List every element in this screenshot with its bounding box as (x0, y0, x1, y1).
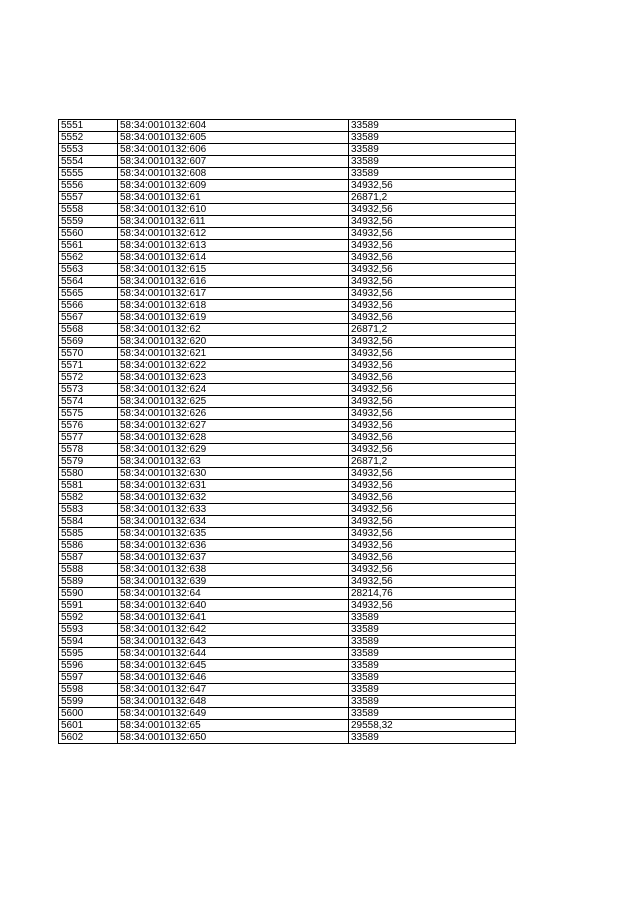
row-number-cell: 5559 (59, 216, 118, 228)
value-cell: 34932,56 (349, 528, 516, 540)
table-row (59, 708, 516, 720)
row-number-cell: 5571 (59, 360, 118, 372)
cadastral-number-cell: 58:34:0010132:620 (118, 336, 349, 348)
row-number-cell: 5569 (59, 336, 118, 348)
row-number-cell: 5582 (59, 492, 118, 504)
row-number-cell: 5578 (59, 444, 118, 456)
table-row (59, 660, 516, 672)
value-cell: 33589 (349, 648, 516, 660)
cadastral-number-cell: 58:34:0010132:650 (118, 732, 349, 744)
table-row (59, 612, 516, 624)
value-cell: 34932,56 (349, 516, 516, 528)
cadastral-number-cell: 58:34:0010132:622 (118, 360, 349, 372)
cadastral-number-cell: 58:34:0010132:639 (118, 576, 349, 588)
row-number-cell: 5553 (59, 144, 118, 156)
row-number-cell: 5557 (59, 192, 118, 204)
value-cell: 34932,56 (349, 228, 516, 240)
value-cell: 34932,56 (349, 576, 516, 588)
table-row (59, 624, 516, 636)
cadastral-number-cell: 58:34:0010132:626 (118, 408, 349, 420)
value-cell: 34932,56 (349, 240, 516, 252)
value-cell: 34932,56 (349, 348, 516, 360)
row-number-cell: 5599 (59, 696, 118, 708)
cadastral-number-cell: 58:34:0010132:62 (118, 324, 349, 336)
row-number-cell: 5580 (59, 468, 118, 480)
row-number-cell: 5554 (59, 156, 118, 168)
table-row (59, 432, 516, 444)
cadastral-number-cell: 58:34:0010132:630 (118, 468, 349, 480)
value-cell: 34932,56 (349, 384, 516, 396)
table-row (59, 372, 516, 384)
table-row (59, 336, 516, 348)
table-row (59, 576, 516, 588)
value-cell: 33589 (349, 708, 516, 720)
row-number-cell: 5577 (59, 432, 118, 444)
table-row (59, 456, 516, 468)
table-row (59, 300, 516, 312)
cadastral-number-cell: 58:34:0010132:610 (118, 204, 349, 216)
value-cell: 26871,2 (349, 324, 516, 336)
cadastral-number-cell: 58:34:0010132:627 (118, 420, 349, 432)
cadastral-number-cell: 58:34:0010132:637 (118, 552, 349, 564)
table-row (59, 480, 516, 492)
cadastral-number-cell: 58:34:0010132:615 (118, 264, 349, 276)
cadastral-number-cell: 58:34:0010132:632 (118, 492, 349, 504)
cadastral-number-cell: 58:34:0010132:611 (118, 216, 349, 228)
cadastral-number-cell: 58:34:0010132:628 (118, 432, 349, 444)
table-row (59, 552, 516, 564)
cadastral-number-cell: 58:34:0010132:642 (118, 624, 349, 636)
value-cell: 34932,56 (349, 300, 516, 312)
cadastral-number-cell: 58:34:0010132:649 (118, 708, 349, 720)
table-row (59, 120, 516, 132)
row-number-cell: 5558 (59, 204, 118, 216)
value-cell: 34932,56 (349, 252, 516, 264)
row-number-cell: 5583 (59, 504, 118, 516)
cadastral-number-cell: 58:34:0010132:646 (118, 672, 349, 684)
table-row (59, 444, 516, 456)
row-number-cell: 5552 (59, 132, 118, 144)
value-cell: 26871,2 (349, 192, 516, 204)
value-cell: 34932,56 (349, 552, 516, 564)
value-cell: 33589 (349, 732, 516, 744)
row-number-cell: 5597 (59, 672, 118, 684)
row-number-cell: 5575 (59, 408, 118, 420)
value-cell: 34932,56 (349, 444, 516, 456)
row-number-cell: 5587 (59, 552, 118, 564)
value-cell: 33589 (349, 132, 516, 144)
value-cell: 34932,56 (349, 360, 516, 372)
row-number-cell: 5573 (59, 384, 118, 396)
cadastral-number-cell: 58:34:0010132:638 (118, 564, 349, 576)
value-cell: 33589 (349, 660, 516, 672)
row-number-cell: 5585 (59, 528, 118, 540)
row-number-cell: 5596 (59, 660, 118, 672)
value-cell: 34932,56 (349, 504, 516, 516)
cadastral-number-cell: 58:34:0010132:618 (118, 300, 349, 312)
cadastral-number-cell: 58:34:0010132:608 (118, 168, 349, 180)
row-number-cell: 5568 (59, 324, 118, 336)
cadastral-number-cell: 58:34:0010132:640 (118, 600, 349, 612)
table-row (59, 492, 516, 504)
table-row (59, 168, 516, 180)
table-row (59, 696, 516, 708)
row-number-cell: 5562 (59, 252, 118, 264)
value-cell: 34932,56 (349, 216, 516, 228)
table-row (59, 252, 516, 264)
row-number-cell: 5590 (59, 588, 118, 600)
table-body (59, 120, 516, 744)
cadastral-number-cell: 58:34:0010132:65 (118, 720, 349, 732)
value-cell: 33589 (349, 144, 516, 156)
value-cell: 33589 (349, 636, 516, 648)
table-row (59, 588, 516, 600)
value-cell: 33589 (349, 156, 516, 168)
table-row (59, 528, 516, 540)
row-number-cell: 5584 (59, 516, 118, 528)
cadastral-number-cell: 58:34:0010132:607 (118, 156, 349, 168)
row-number-cell: 5586 (59, 540, 118, 552)
value-cell: 33589 (349, 612, 516, 624)
cadastral-number-cell: 58:34:0010132:629 (118, 444, 349, 456)
value-cell: 34932,56 (349, 288, 516, 300)
row-number-cell: 5589 (59, 576, 118, 588)
table-row (59, 276, 516, 288)
table-row (59, 348, 516, 360)
cadastral-number-cell: 58:34:0010132:633 (118, 504, 349, 516)
row-number-cell: 5588 (59, 564, 118, 576)
row-number-cell: 5595 (59, 648, 118, 660)
cadastral-number-cell: 58:34:0010132:634 (118, 516, 349, 528)
row-number-cell: 5572 (59, 372, 118, 384)
table-row (59, 732, 516, 744)
row-number-cell: 5576 (59, 420, 118, 432)
value-cell: 33589 (349, 672, 516, 684)
table-row (59, 384, 516, 396)
table-row (59, 288, 516, 300)
value-cell: 34932,56 (349, 312, 516, 324)
cadastral-number-cell: 58:34:0010132:643 (118, 636, 349, 648)
table-row (59, 324, 516, 336)
row-number-cell: 5566 (59, 300, 118, 312)
table-row (59, 504, 516, 516)
cadastral-number-cell: 58:34:0010132:604 (118, 120, 349, 132)
cadastral-number-cell: 58:34:0010132:631 (118, 480, 349, 492)
row-number-cell: 5591 (59, 600, 118, 612)
value-cell: 34932,56 (349, 336, 516, 348)
row-number-cell: 5601 (59, 720, 118, 732)
cadastral-number-cell: 58:34:0010132:609 (118, 180, 349, 192)
cadastral-number-cell: 58:34:0010132:612 (118, 228, 349, 240)
table-row (59, 204, 516, 216)
table-row (59, 468, 516, 480)
cadastral-number-cell: 58:34:0010132:614 (118, 252, 349, 264)
cadastral-number-cell: 58:34:0010132:635 (118, 528, 349, 540)
table-row (59, 216, 516, 228)
value-cell: 34932,56 (349, 372, 516, 384)
value-cell: 34932,56 (349, 600, 516, 612)
value-cell: 34932,56 (349, 420, 516, 432)
value-cell: 34932,56 (349, 432, 516, 444)
table-row (59, 720, 516, 732)
cadastral-number-cell: 58:34:0010132:624 (118, 384, 349, 396)
table-row (59, 360, 516, 372)
cadastral-number-cell: 58:34:0010132:64 (118, 588, 349, 600)
row-number-cell: 5592 (59, 612, 118, 624)
cadastral-number-cell: 58:34:0010132:623 (118, 372, 349, 384)
cadastral-number-cell: 58:34:0010132:641 (118, 612, 349, 624)
table-row (59, 564, 516, 576)
row-number-cell: 5555 (59, 168, 118, 180)
value-cell: 33589 (349, 120, 516, 132)
table-row (59, 264, 516, 276)
cadastral-number-cell: 58:34:0010132:606 (118, 144, 349, 156)
table-row (59, 240, 516, 252)
cadastral-number-cell: 58:34:0010132:647 (118, 684, 349, 696)
row-number-cell: 5581 (59, 480, 118, 492)
cadastral-number-cell: 58:34:0010132:617 (118, 288, 349, 300)
value-cell: 28214,76 (349, 588, 516, 600)
row-number-cell: 5602 (59, 732, 118, 744)
table-row (59, 396, 516, 408)
table-row (59, 600, 516, 612)
row-number-cell: 5564 (59, 276, 118, 288)
row-number-cell: 5563 (59, 264, 118, 276)
table-row (59, 672, 516, 684)
value-cell: 34932,56 (349, 492, 516, 504)
table-row (59, 132, 516, 144)
cadastral-number-cell: 58:34:0010132:625 (118, 396, 349, 408)
table-row (59, 648, 516, 660)
table-row (59, 420, 516, 432)
cadastral-number-cell: 58:34:0010132:621 (118, 348, 349, 360)
value-cell: 34932,56 (349, 180, 516, 192)
value-cell: 34932,56 (349, 468, 516, 480)
value-cell: 34932,56 (349, 276, 516, 288)
table-row (59, 636, 516, 648)
spreadsheet-page (58, 119, 515, 744)
cadastral-number-cell: 58:34:0010132:616 (118, 276, 349, 288)
cadastral-number-cell: 58:34:0010132:619 (118, 312, 349, 324)
table-row (59, 144, 516, 156)
row-number-cell: 5565 (59, 288, 118, 300)
table-row (59, 408, 516, 420)
value-cell: 34932,56 (349, 264, 516, 276)
table-row (59, 228, 516, 240)
row-number-cell: 5567 (59, 312, 118, 324)
row-number-cell: 5561 (59, 240, 118, 252)
row-number-cell: 5598 (59, 684, 118, 696)
table-row (59, 540, 516, 552)
value-cell: 33589 (349, 684, 516, 696)
data-table (58, 119, 516, 744)
table-row (59, 684, 516, 696)
row-number-cell: 5593 (59, 624, 118, 636)
row-number-cell: 5600 (59, 708, 118, 720)
value-cell: 26871,2 (349, 456, 516, 468)
row-number-cell: 5560 (59, 228, 118, 240)
cadastral-number-cell: 58:34:0010132:61 (118, 192, 349, 204)
value-cell: 34932,56 (349, 564, 516, 576)
row-number-cell: 5570 (59, 348, 118, 360)
value-cell: 29558,32 (349, 720, 516, 732)
cadastral-number-cell: 58:34:0010132:636 (118, 540, 349, 552)
table-row (59, 180, 516, 192)
row-number-cell: 5594 (59, 636, 118, 648)
value-cell: 33589 (349, 624, 516, 636)
table-row (59, 312, 516, 324)
row-number-cell: 5574 (59, 396, 118, 408)
row-number-cell: 5579 (59, 456, 118, 468)
cadastral-number-cell: 58:34:0010132:605 (118, 132, 349, 144)
value-cell: 33589 (349, 696, 516, 708)
value-cell: 34932,56 (349, 204, 516, 216)
value-cell: 34932,56 (349, 396, 516, 408)
table-row (59, 516, 516, 528)
value-cell: 33589 (349, 168, 516, 180)
cadastral-number-cell: 58:34:0010132:613 (118, 240, 349, 252)
cadastral-number-cell: 58:34:0010132:648 (118, 696, 349, 708)
table-row (59, 156, 516, 168)
cadastral-number-cell: 58:34:0010132:645 (118, 660, 349, 672)
row-number-cell: 5551 (59, 120, 118, 132)
row-number-cell: 5556 (59, 180, 118, 192)
table-row (59, 192, 516, 204)
value-cell: 34932,56 (349, 408, 516, 420)
value-cell: 34932,56 (349, 540, 516, 552)
cadastral-number-cell: 58:34:0010132:63 (118, 456, 349, 468)
value-cell: 34932,56 (349, 480, 516, 492)
cadastral-number-cell: 58:34:0010132:644 (118, 648, 349, 660)
